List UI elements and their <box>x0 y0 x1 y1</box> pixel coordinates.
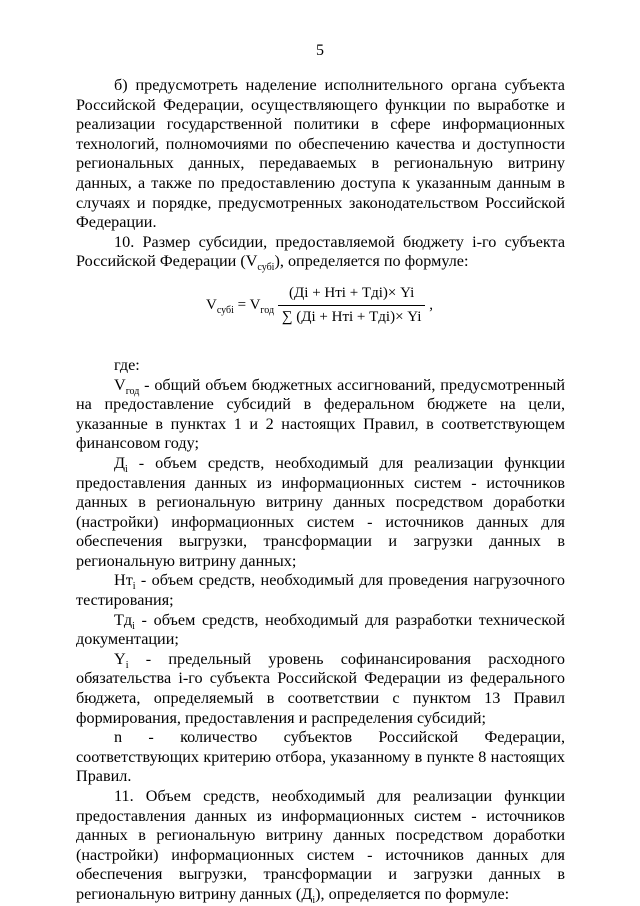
paragraph-9b: б) предусмотреть наделение исполнительного органа субъекта Российской Федерации, осуществляющего функции по выработке и реализации государственной политики в сфере информационных технологий, полномочиями по обеспечению качества и доступности региональных данных, передаваемых в региональную витрину данных, а также по предоставлению доступа к указанным данным в случаях и порядке, предусмотренных законодательством Российской Федерации. <box>76 76 565 232</box>
definition-d: $Д_i$ - объем средств, необходимый для реализации функции предоставления данных из информационных систем - источников данных в региональную витрину данных посредством доработки (настройки) информационных систем - источников данных для обеспечения выгрузки, трансформации и загрузки данных в региональную витрину данных; <box>76 453 565 570</box>
formula-fraction <box>278 284 426 327</box>
document-body <box>76 76 565 905</box>
paragraph-10 <box>76 233 565 272</box>
formula-denominator: ∑ (Дi + Нтi + Тдi)× Yi <box>281 308 422 325</box>
page-number: 5 <box>316 42 324 59</box>
paragraph-10-tail: ), определяется по формуле: <box>274 252 469 271</box>
formula-subsidy <box>76 276 565 342</box>
where-label: где: <box>114 355 140 374</box>
definition-td: $Тд_i$ - объем средств, необходимый для разработки технической документации; <box>76 610 565 649</box>
paragraph-11: 11. Объем средств, необходимый для реализации функции предоставления данных из информационных систем - источников данных в региональную витрину данных посредством доработки (настройки) информационных систем - источников данных для обеспечения выгрузки, трансформации и загрузки данных в региональную витрину данных $(Д_i)$, определяется по формуле: <box>76 787 565 906</box>
var-v-sub-index: субi <box>257 262 275 274</box>
definition-v-god: $V_{год}$ - общий объем бюджетных ассигнований, предусмотренный на предоставление субсидий в федеральном бюджете на цели, указанные в пунктах 1 и 2 настоящих Правил, в соответствующем финансовом году; <box>76 375 565 453</box>
definition-y: $Y_i$ - предельный уровень софинансирования расходного обязательства i-го субъекта Российской Федерации из федерального бюджета, определяемый в соответствии с пунктом 13 Правил формирования, предоставления и распределения субсидий; <box>76 649 565 727</box>
definition-nt: $Нт_i$ - объем средств, необходимый для проведения нагрузочного тестирования; <box>76 571 565 610</box>
definition-n: n - количество субъектов Российской Федерации, соответствующих критерию отбора, указанному в пункте 8 настоящих Правил. <box>76 728 565 786</box>
formula-expression <box>206 284 433 327</box>
formula-numerator: (Дi + Нтi + Тдi)× Yi <box>278 284 426 306</box>
formula-lhs: $V_{субi} = V_{год}$ <box>206 296 275 316</box>
paragraph-10-text: 10. Размер субсидии, предоставляемой бюджету i-го субъекта Российской Федерации ( <box>76 232 565 271</box>
formula-trailing: , <box>429 296 433 313</box>
var-v-sub: V <box>245 252 258 271</box>
